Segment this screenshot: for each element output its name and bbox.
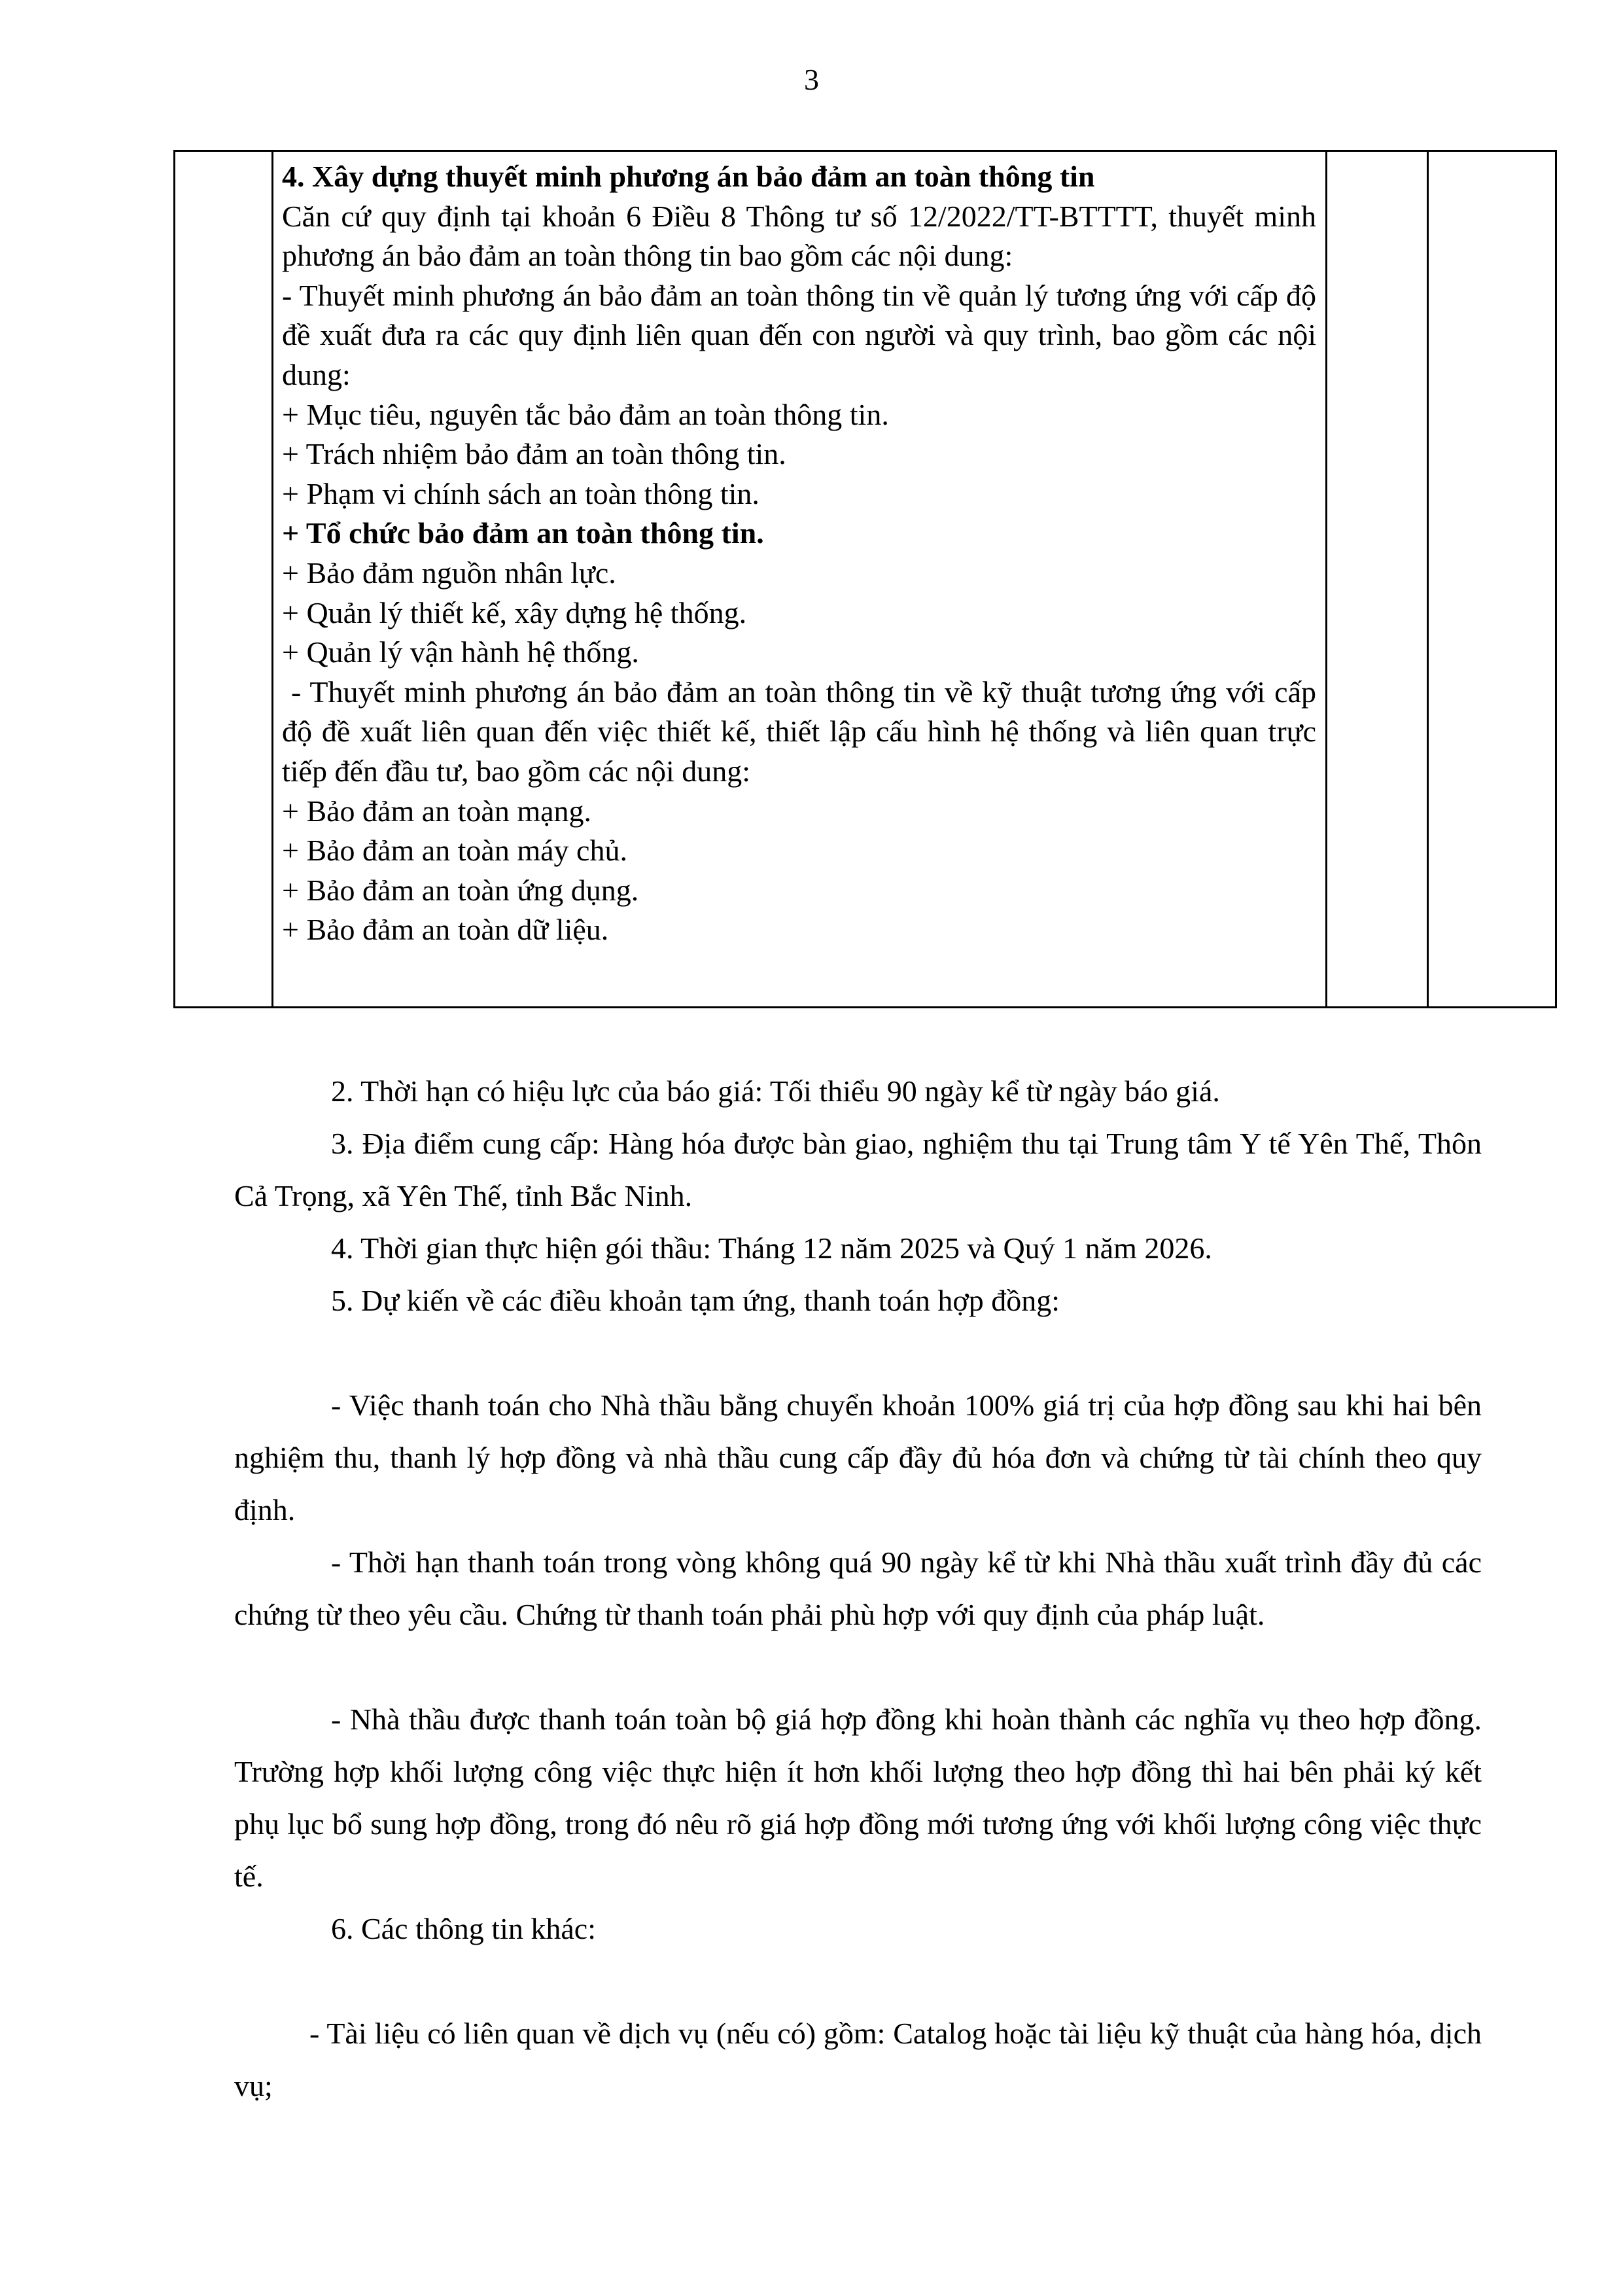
cell-list-item-bold: + Tổ chức bảo đảm an toàn thông tin.: [282, 516, 764, 550]
delivery-location-paragraph: 3. Địa điểm cung cấp: Hàng hóa được bàn giao, nghiệm thu tại Trung tâm Y tế Yên Thế, Thôn Cả Trọng, xã Yên Thế, tỉnh Bắc Ninh.: [234, 1127, 1482, 1212]
cell-list-item: + Quản lý thiết kế, xây dựng hệ thống.: [282, 595, 747, 629]
cell-list-item: + Bảo đảm an toàn máy chủ.: [282, 834, 627, 868]
table-cell-index: [175, 151, 273, 1008]
payment-term-paragraph: - Việc thanh toán cho Nhà thầu bằng chuyển khoản 100% giá trị của hợp đồng sau khi hai bên nghiệm thu, thanh lý hợp đồng và nhà thầu cung cấp đầy đủ hóa đơn và chứng từ tài chính theo quy định.: [234, 1388, 1482, 1527]
cell-list-item: + Bảo đảm an toàn mạng.: [282, 794, 592, 828]
cell-list-item: + Quản lý vận hành hệ thống.: [282, 635, 639, 669]
page-number: 3: [804, 63, 819, 96]
execution-time-paragraph: 4. Thời gian thực hiện gói thầu: Tháng 12 năm 2025 và Quý 1 năm 2026.: [331, 1231, 1212, 1265]
cell-list-item: + Phạm vi chính sách an toàn thông tin.: [282, 476, 759, 510]
table-row: [175, 151, 1556, 1008]
table-cell-content: [273, 151, 1327, 1008]
table-cell-empty: [1428, 151, 1556, 1008]
payment-terms-heading: 5. Dự kiến về các điều khoản tạm ứng, thanh toán hợp đồng:: [331, 1284, 1060, 1317]
cell-list-item: + Bảo đảm an toàn ứng dụng.: [282, 873, 639, 907]
cell-paragraph: - Thuyết minh phương án bảo đảm an toàn thông tin về kỹ thuật tương ứng với cấp độ đề xuất liên quan đến việc thiết kế, thiết lập cấu hình hệ thống và liên quan trực tiếp đến đầu tư, bao gồm các nội dung:: [282, 675, 1324, 788]
cell-list-item: + Bảo đảm nguồn nhân lực.: [282, 556, 616, 590]
cell-paragraph: - Thuyết minh phương án bảo đảm an toàn thông tin về quản lý tương ứng với cấp độ đề xuất đưa ra các quy định liên quan đến con người và quy trình, bao gồm các nội dung:: [282, 278, 1316, 391]
section-heading: 4. Xây dựng thuyết minh phương án bảo đảm an toàn thông tin: [282, 160, 1095, 193]
cell-list-item: + Trách nhiệm bảo đảm an toàn thông tin.: [282, 437, 786, 471]
table-cell-empty: [1327, 151, 1428, 1008]
cell-list-item: + Bảo đảm an toàn dữ liệu.: [282, 913, 609, 947]
other-info-paragraph: - Tài liệu có liên quan về dịch vụ (nếu có) gồm: Catalog hoặc tài liệu kỹ thuật của hàng hóa, dịch vụ;: [234, 2017, 1482, 2102]
cell-content-block: [273, 152, 1325, 950]
payment-term-paragraph: - Thời hạn thanh toán trong vòng không quá 90 ngày kể từ khi Nhà thầu xuất trình đầy đủ các chứng từ theo yêu cầu. Chứng từ thanh toán phải phù hợp với quy định của pháp luật.: [234, 1545, 1482, 1631]
payment-term-paragraph: - Nhà thầu được thanh toán toàn bộ giá hợp đồng khi hoàn thành các nghĩa vụ theo hợp đồng. Trường hợp khối lượng công việc thực hiện ít hơn khối lượng theo hợp đồng thì hai bên phải ký kết phụ lục bổ sung hợp đồng, trong đó nêu rõ giá hợp đồng mới tương ứng với khối lượng công việc thực tế.: [234, 1703, 1482, 1893]
requirements-table: [173, 150, 1557, 1008]
quote-validity-paragraph: 2. Thời hạn có hiệu lực của báo giá: Tối thiểu 90 ngày kể từ ngày báo giá.: [331, 1074, 1220, 1108]
cell-list-item: + Mục tiêu, nguyên tắc bảo đảm an toàn thông tin.: [282, 397, 889, 431]
other-info-heading: 6. Các thông tin khác:: [331, 1912, 596, 1945]
cell-paragraph: Căn cứ quy định tại khoản 6 Điều 8 Thông tư số 12/2022/TT-BTTTT, thuyết minh phương án bảo đảm an toàn thông tin bao gồm các nội dung:: [282, 199, 1316, 273]
